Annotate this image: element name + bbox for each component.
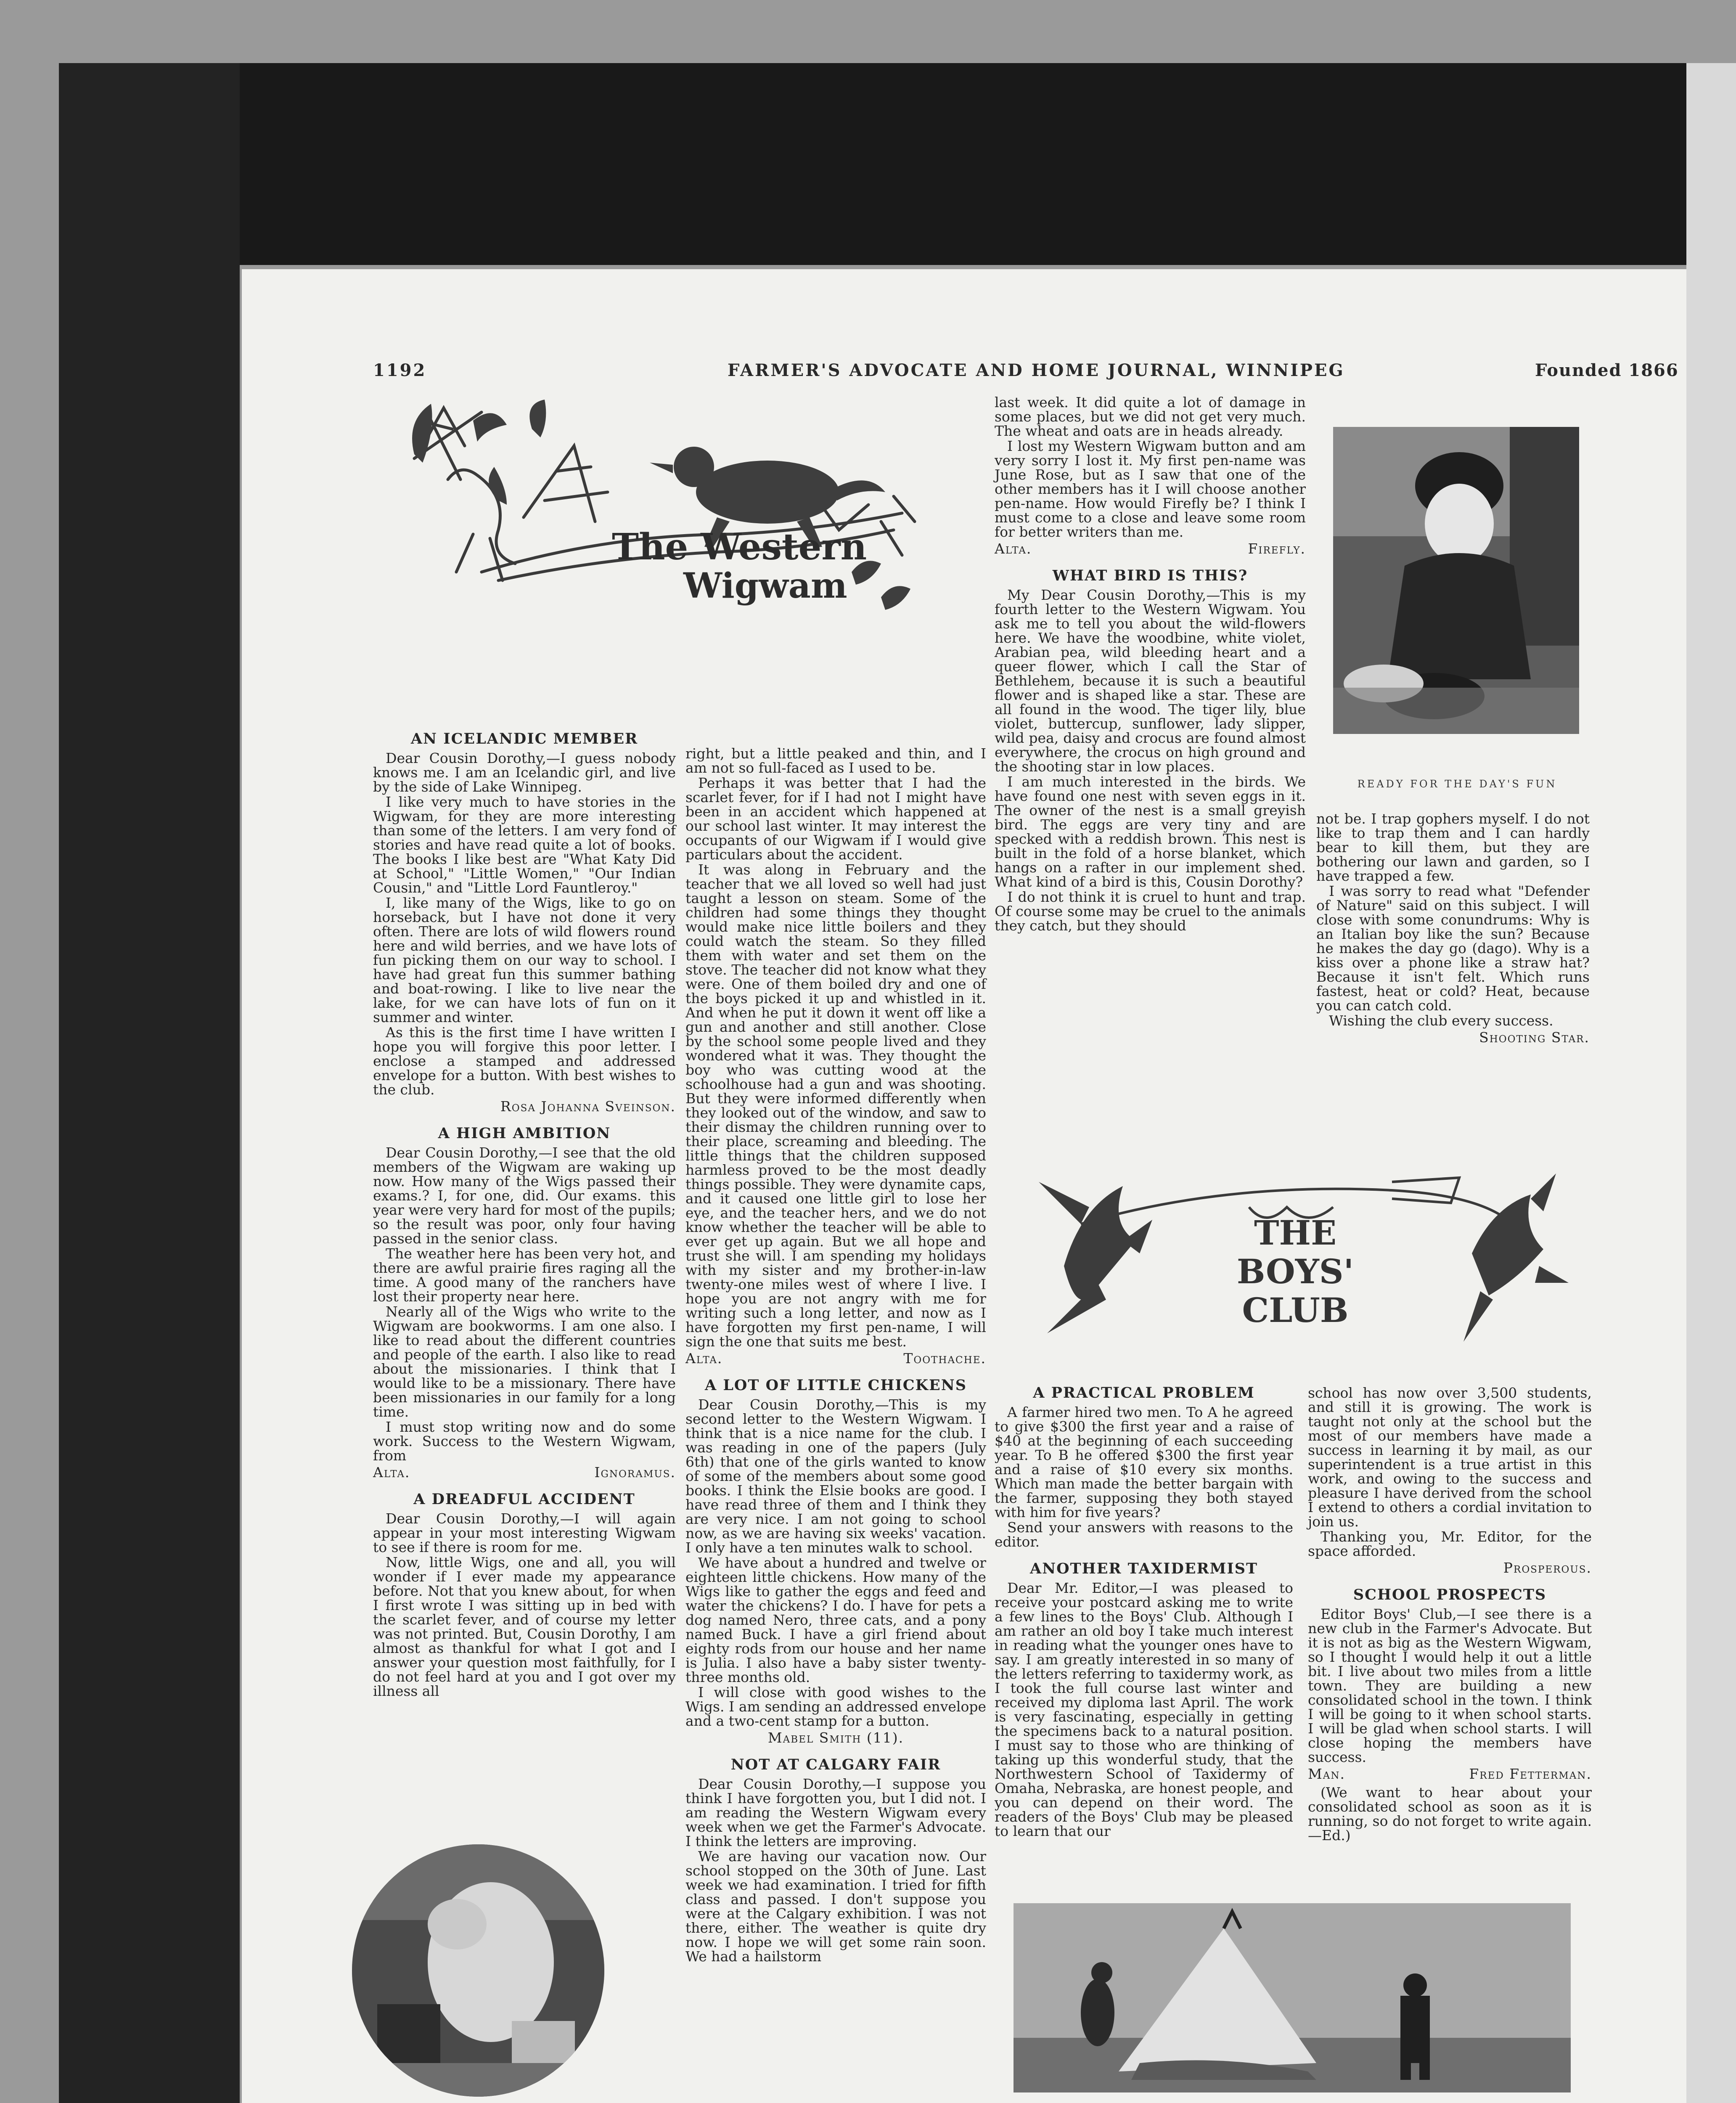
accident-paragraph-1: Dear Cousin Dorothy,—I will again appear in your most interesting Wigwam to see if there is room for me. xyxy=(373,1510,676,1555)
signature-firefly xyxy=(995,542,1306,556)
chickens-paragraph-2: We have about a hundred and twelve or eighteen little chickens. How many of the Wigs like to gather the eggs and feed and water the chickens? I do. I have for pets a dog named Nero, three cats, and a pony named Buck. I have a girl friend about eighty rods from our house and her name is Julia. I also have a baby sister twenty-three months old. xyxy=(685,1555,986,1685)
shooting-star-paragraph-3: Wishing the club every success. xyxy=(1329,1012,1553,1029)
boys-title-line3: CLUB xyxy=(1242,1290,1349,1330)
shooting-star-paragraph-1: not be. I trap gophers myself. I do not like to trap them and I can hardly bear to kill them, but they are bothering our lawn and garden, so I have trapped a few. xyxy=(1316,810,1590,884)
chickens-paragraph-3: I will close with good wishes to the Wigs. I am sending an addressed envelope and a two-cent stamp for a button. xyxy=(685,1684,986,1729)
signature-prosperous: Prosperous. xyxy=(1503,1560,1592,1576)
prospects-paragraph-1: Editor Boys' Club,—I see there is a new club in the Farmer's Advocate. But it is not as big as the Western Wigwam, so I thought I would help it out a little bit. I live about two miles from a little town. They are building a new consolidated school in the town. I think I will be going to it when school starts. I will be glad when school starts. I will close hoping the members have success. xyxy=(1308,1606,1592,1765)
taxidermist-paragraph-1: Dear Mr. Editor,—I was pleased to receive your postcard asking me to write a few lines to the Boys' Club. Although I am rather an old boy I take much interest in reading what the younger ones have to say. I am greatly interested in so many of the letters referring to taxidermy work, as I took the full course last winter and received my diploma last April. The work is very fascinating, especially in getting the specimens back to a natural position. I must say to those who are thinking of taking up this wonderful study, that the Northwestern School of Taxidermy of Omaha, Nebraska, are honest people, and you can depend on their word. The readers of the Boys' Club may be pleased to learn that our xyxy=(995,1580,1293,1839)
heading-practical-problem: A PRACTICAL PROBLEM xyxy=(1033,1384,1255,1401)
magazine-page xyxy=(242,269,1686,2103)
heading-dreadful-accident: A DREADFUL ACCIDENT xyxy=(413,1491,635,1508)
western-wigwam-banner xyxy=(397,395,927,631)
icelandic-paragraph-3: I, like many of the Wigs, like to go on horseback, but I have not done it very often. There are lots of wild flowers round here and wild berries, and we have lots of fun picking them on our way to school. I have had great fun this summer bathing and boat-rowing. I like to live near the lake, for we can have lots of fun on it summer and winter. xyxy=(373,895,676,1025)
tent-photo xyxy=(1014,1903,1571,2092)
signature-mabel: Mabel Smith (11). xyxy=(767,1730,904,1746)
signature-place: Alta. xyxy=(685,1350,723,1367)
icelandic-paragraph-1: Dear Cousin Dorothy,—I guess nobody knows me. I am an Icelandic girl, and live by the side of Lake Winnipeg. xyxy=(373,750,676,795)
caption-ready: READY FOR THE DAY'S FUN xyxy=(1357,778,1557,790)
signature-name: Ignoramus. xyxy=(594,1464,676,1481)
accident-paragraph-4: Perhaps it was better that I had the scarlet fever, for if I had not I might have been in an accident which happened at our school last winter. It may interest the occupants of our Wigwam if I would give particulars about the accident. xyxy=(685,775,986,863)
signature-rosa: Rosa Johanna Sveinson. xyxy=(500,1098,676,1115)
founded-date: Founded 1866 xyxy=(1535,360,1679,380)
taxidermist-paragraph-3: Thanking you, Mr. Editor, for the space afforded. xyxy=(1308,1528,1592,1559)
scan-next-page-edge xyxy=(1686,63,1736,2103)
column-1 xyxy=(373,732,676,1699)
breakfast-photo xyxy=(352,1844,604,2097)
heading-another-taxidermist: ANOTHER TAXIDERMIST xyxy=(1029,1560,1258,1577)
bird-paragraph-1: My Dear Cousin Dorothy,—This is my fourth letter to the Western Wigwam. You ask me to tell you about the wild-flowers here. We have the woodbine, white violet, Arabian pea, wild bleeding heart and a queer flower, which I call the Star of Bethlehem, because it is such a beautiful flower and is shaped like a star. These are all found in the wood. The tiger lily, blue violet, buttercup, sunflower, lady slipper, wild pea, daisy and crocus are found almost everywhere, the crocus on high ground and the shooting star in low places. xyxy=(995,587,1306,775)
boys-club-title xyxy=(1190,1213,1400,1330)
signature-place: Man. xyxy=(1308,1766,1346,1782)
ambition-paragraph-1: Dear Cousin Dorothy,—I see that the old members of the Wigwam are waking up now. How many of the Wigs passed their exams.? I, for one, did. Our exams. this year were very hard for most of the pupils; so the result was poor, only four having passed in the senior class. xyxy=(373,1144,676,1247)
boys-club-banner xyxy=(1014,1157,1577,1375)
signature-place: Alta. xyxy=(995,540,1032,557)
wigwam-title-line1: The Western xyxy=(612,526,867,568)
firefly-paragraph-2: I lost my Western Wigwam button and am very sorry I lost it. My first pen-name was June Rose, but as I saw that one of the other members has it I will choose another pen-name. How would Firefly be? I think I must come to a close and leave some room for better writers than me. xyxy=(995,438,1306,540)
running-title: FARMER'S ADVOCATE AND HOME JOURNAL, WINNIPEG xyxy=(728,360,1345,380)
heading-school-prospects: SCHOOL PROSPECTS xyxy=(1353,1586,1547,1603)
signature-ignoramus xyxy=(373,1465,676,1480)
child-photo xyxy=(1333,427,1579,734)
icelandic-paragraph-2: I like very much to have stories in the Wigwam, for they are more interesting than some of the letters. I am very fond of stories and have read quite a lot of books. The books I like best are "What Katy Did at School," "Little Women," "Our Indian Cousin," and "Little Lord Fauntleroy." xyxy=(373,794,676,896)
signature-name: Fred Fetterman. xyxy=(1469,1766,1592,1782)
tent-photo-image xyxy=(1014,1903,1571,2092)
shooting-star-paragraph-2: I was sorry to read what "Defender of Nature" said on this subject. I will close with some conundrums: Why is an Italian boy like the sun? Because he makes the day go (dago). Why is a kiss over a phone like a straw hat? Because it isn't felt. Which runs fastest, heat or cold? Heat, because you can catch cold. xyxy=(1316,883,1590,1014)
heading-what-bird: WHAT BIRD IS THIS? xyxy=(1052,567,1248,584)
signature-name: Toothache. xyxy=(903,1350,986,1367)
bird-paragraph-2: I am much interested in the birds. We have found one nest with seven eggs in it. The owner of the nest is a small greyish bird. The eggs are very tiny and are specked with a reddish brown. This nest is built in the fold of a horse blanket, which hangs on a rafter in our implement shed. What kind of a bird is this, Cousin Dorothy? xyxy=(995,773,1306,890)
heading-icelandic-member: AN ICELANDIC MEMBER xyxy=(410,730,638,747)
signature-fred-fetterman xyxy=(1308,1767,1592,1781)
column-6 xyxy=(1308,1386,1592,1843)
heading-little-chickens: A LOT OF LITTLE CHICKENS xyxy=(704,1377,967,1394)
child-photo-image xyxy=(1333,427,1579,734)
firefly-paragraph-1: last week. It did quite a lot of damage in some places, but we did not get very much. The wheat and oats are in heads already. xyxy=(995,394,1306,439)
accident-paragraph-3: right, but a little peaked and thin, and I am not so full-faced as I used to be. xyxy=(685,745,986,776)
signature-shooting-star: Shooting Star. xyxy=(1479,1029,1590,1046)
column-5 xyxy=(995,1386,1293,1839)
wigwam-illustration xyxy=(397,395,927,631)
boys-title-line1: THE xyxy=(1254,1213,1337,1253)
signature-place: Alta. xyxy=(373,1464,410,1481)
bird-paragraph-3: I do not think it is cruel to hunt and trap. Of course some may be cruel to the animals they catch, but they should xyxy=(995,889,1306,934)
boys-title-line2: BOYS' xyxy=(1236,1252,1354,1291)
wigwam-title-line2: Wigwam xyxy=(683,566,847,606)
ambition-paragraph-2: The weather here has been very hot, and there are awful prairie fires raging all the time. A good many of the ranchers have lost their property near here. xyxy=(373,1245,676,1305)
column-4 xyxy=(1316,812,1590,1049)
signature-name: Firefly. xyxy=(1248,540,1306,557)
scan-shadow-left xyxy=(59,63,240,2103)
ambition-paragraph-4: I must stop writing now and do some work. Success to the Western Wigwam, from xyxy=(373,1419,676,1464)
accident-paragraph-5: It was along in February and the teacher that we all loved so well had just taught a lesson on steam. Some of the children had some things they thought would make nice little boilers and they could watch the steam. So they filled them with water and set them on the stove. The teacher did not know what they were. One of them boiled dry and one of the boys picked it up and whistled in it. And when he put it down it went off like a gun and another and still another. Close by the school some people lived and they wondered what it was. They thought the boy who was cutting wood at the schoolhouse had a gun and was shooting. But they were informed differently when they looked out of the window, and saw to their dismay the children running over to their place, screaming and bleeding. The little things that the children supposed harmless proved to be the most deadly things possible. They were dynamite caps, and it caused one little girl to lose her eye, and the teacher hers, and we do not know whether the teacher will be able to ever get up again. But we all hope and trust she will. I am spending my holidays with my sister and my brother-in-law twenty-one miles west of where I live. I hope you are not angry with me for writing such a long letter, and now as I have forgotten my first pen-name, I will sign the one that suits me best. xyxy=(685,861,986,1350)
chickens-paragraph-1: Dear Cousin Dorothy,—This is my second letter to the Western Wigwam. I think that is a nice name for the club. I was reading in one of the papers (July 6th) that one of the girls wanted to know of some of the members about some good books. I think the Elsie books are good. I have read three of them and I think they are very nice. I am not going to school now, as we are having six weeks' vacation. I only have a ten minutes walk to school. xyxy=(685,1396,986,1556)
taxidermist-paragraph-2: school has now over 3,500 students, and still it is growing. The work is taught not only at the school but the most of our members have made a success in learning it by mail, as our superintendent is a true artist in this work, and owing to the success and pleasure I have derived from the school I extend to others a cordial invitation to join us. xyxy=(1308,1385,1592,1530)
practical-paragraph-1: A farmer hired two men. To A he agreed to give $300 the first year and a raise of $40 at the beginning of each succeeding year. To B he offered $300 the first year and a raise of $10 every six months. Which man made the better bargain with the farmer, supposing they both stayed with him for five years? xyxy=(995,1404,1293,1520)
breakfast-photo-image xyxy=(352,1844,604,2097)
signature-toothache xyxy=(685,1351,986,1366)
editor-note: (We want to hear about your consolidated school as soon as it is running, so do not forget to write again.—Ed.) xyxy=(1308,1784,1592,1843)
heading-calgary-fair: NOT AT CALGARY FAIR xyxy=(730,1756,941,1773)
accident-paragraph-2: Now, little Wigs, one and all, you will wonder if I ever made my appearance before. Not that you knew about, for when I first wrote I was sitting up in bed with the scarlet fever, and of course my letter was not printed. But, Cousin Dorothy, I am almost as thankful for what I got and I answer your question most faithfully, for I do not feel hard at you and I got over my illness all xyxy=(373,1554,676,1699)
practical-paragraph-2: Send your answers with reasons to the editor. xyxy=(995,1519,1293,1550)
heading-high-ambition: A HIGH AMBITION xyxy=(438,1125,611,1142)
calgary-paragraph-1: Dear Cousin Dorothy,—I suppose you think I have forgotten you, but I did not. I am reading the Western Wigwam every week when we get the Farmer's Advocate. I think the letters are improving. xyxy=(685,1776,986,1849)
page-number: 1192 xyxy=(373,360,427,380)
ambition-paragraph-3: Nearly all of the Wigs who write to the Wigwam are bookworms. I am one also. I like to read about the different countries and people of the earth. I also like to read about the missionaries. I think that I would like to be a missionary. There have been missionaries in our family for a long time. xyxy=(373,1303,676,1420)
icelandic-paragraph-4: As this is the first time I have written I hope you will forgive this poor letter. I enclose a stamped and addressed envelope for a button. With best wishes to the club. xyxy=(373,1024,676,1098)
scan-shadow-top xyxy=(59,63,1736,265)
column-3 xyxy=(995,395,1306,934)
column-2 xyxy=(685,747,986,1965)
calgary-paragraph-2: We are having our vacation now. Our school stopped on the 30th of June. Last week we had examination. I tried for fifth class and passed. I don't suppose you were at the Calgary exhibition. I was not there, either. The weather is quite dry now. I hope we will get some rain soon. We had a hailstorm xyxy=(685,1848,986,1965)
